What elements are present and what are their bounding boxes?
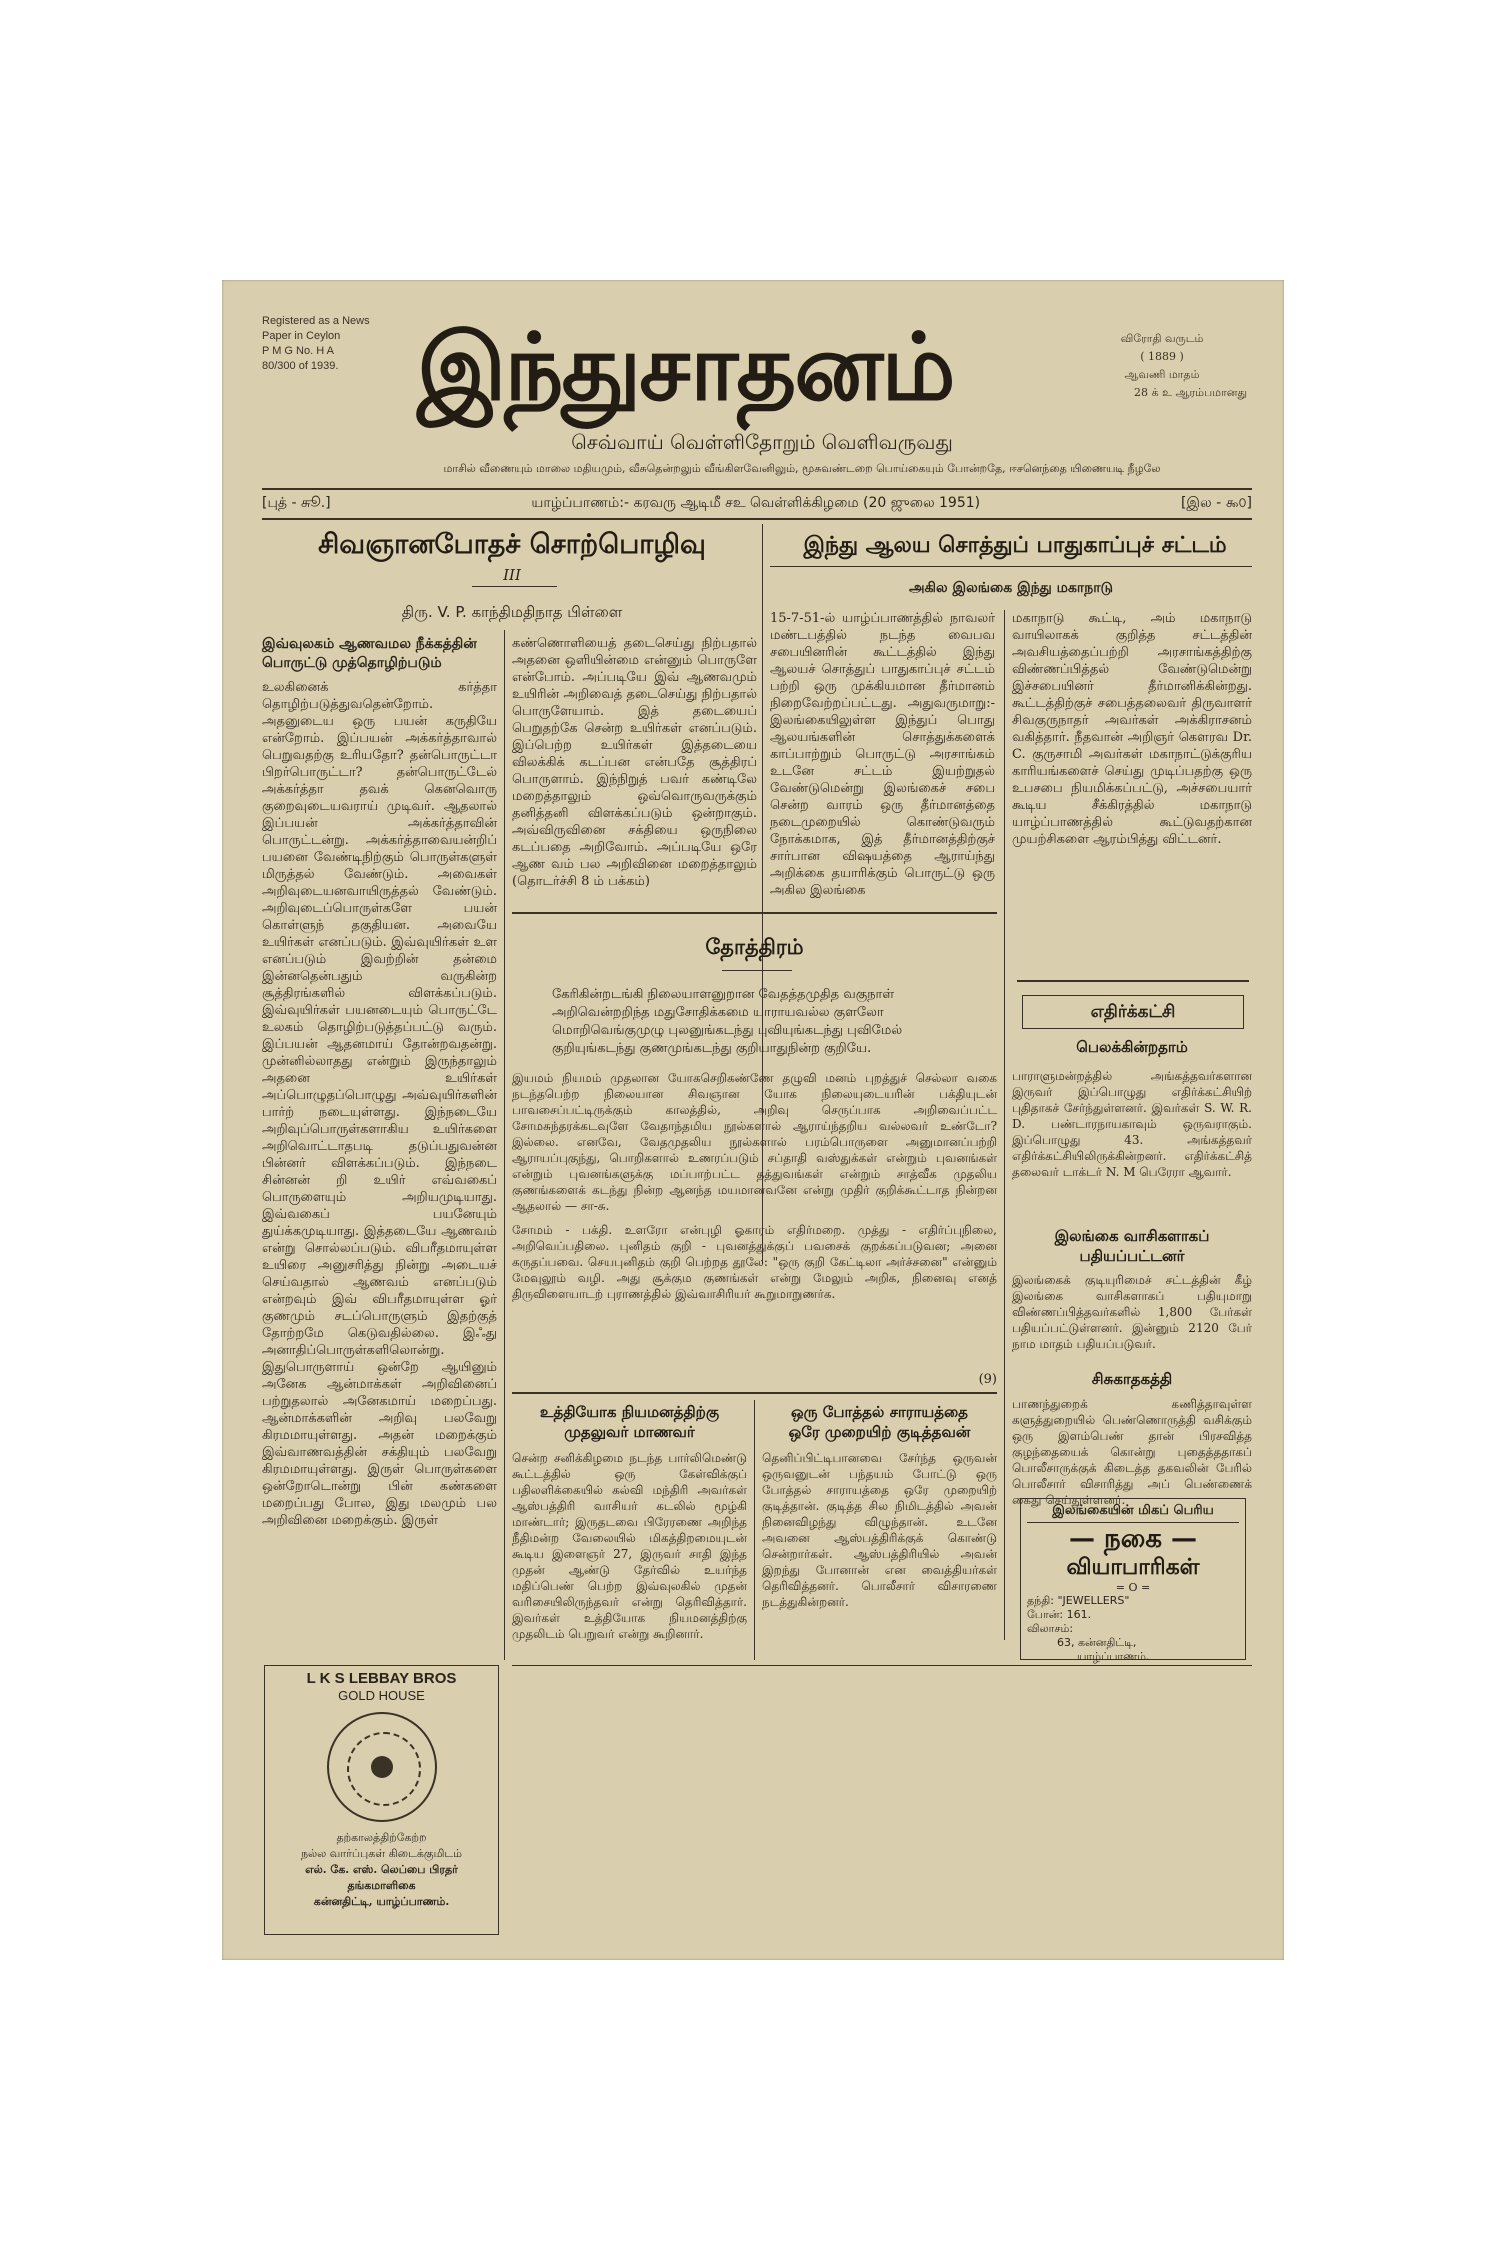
gold-house-line-2: நல்ல வார்ப்புகள் கிடைக்குமிடம் — [300, 1847, 463, 1860]
year-line-1: விரோதி வருடம் — [1120, 332, 1204, 345]
gold-house-line-4: தங்கமாளிகை — [347, 1879, 416, 1892]
jewellers-address: 63, கன்னதிட்டி, — [1057, 1636, 1137, 1649]
article5-title-line-2: ஒரே முறையிற் குடித்தவன் — [788, 1423, 971, 1441]
jewellers-ad-contact — [1027, 1594, 1239, 1664]
article3-bottom-rule — [512, 1392, 997, 1394]
article5-body — [762, 1450, 997, 1660]
ornament-icon — [327, 1712, 437, 1822]
masthead-rule-bottom — [262, 518, 1252, 520]
article6-subtitle: பெலக்கின்றதாம் — [1076, 1038, 1188, 1056]
article2-bottom-rule — [512, 912, 997, 914]
article7-subtitle: பதியப்பட்டனர் — [1079, 1247, 1185, 1265]
jewellers-ad-separator: = O = — [1115, 1581, 1151, 1594]
jewellers-city: யாழ்ப்பாணம். — [1077, 1650, 1150, 1663]
reg-line-3: P M G No. H A — [262, 345, 334, 357]
jewellers-telegram: தந்தி: "JEWELLERS" — [1027, 1594, 1130, 1607]
article3-title-rule — [722, 970, 792, 971]
jewellers-ad — [1020, 1498, 1246, 1663]
article6-body — [1012, 1068, 1252, 1218]
verse-line-4: குறியுங்கடந்து குணமுங்கடந்து குறியாதுநின்ற குறியே. — [552, 1041, 872, 1056]
article2-column-2 — [1012, 610, 1252, 970]
verse-line-3: மொறிவெங்குமுழு புலனுங்கடந்து புவியுங்கடந்து புவிமேல் — [552, 1023, 903, 1038]
vertical-divider-right — [1004, 610, 1005, 1640]
article5-title — [762, 1402, 997, 1442]
gold-house-ad-title: L K S LEBBAY BROS — [306, 1670, 457, 1687]
article7-text: இலங்கைக் குடியுரிமைச் சட்டத்தின் கீழ் இலங்கை வாசிகளாகப் பதியுமாறு விண்ணப்பித்தவர்களில் 1,800 பேர்கள் பதியப்பட்டுள்ளனர். இன்னும் 2120 பேர் நாம மாதம் பதியப்படுவர். — [1012, 1273, 1252, 1351]
reg-line-2: Paper in Ceylon — [262, 330, 341, 342]
article3-verse — [552, 986, 972, 1058]
article2-column-1 — [770, 610, 995, 910]
article6-text: பாராளுமன்றத்தில் அங்கத்தவர்களான இருவர் இப்பொழுது எதிர்க்கட்சியிற் புதிதாகச் சேர்ந்துள்ளனர். இவர்கள் S. W. R. D. பண்டாரநாயகாவும் ஒருவராகும். இப்பொழுது 43. அங்கத்தவர் எதிர்க்கட்சியிலிருக்கின்றனர். எதிர்க்கட்சித் தலைவர் டாக்டர் N. M பெரேரா ஆவார். — [1012, 1069, 1252, 1179]
year-info — [1077, 330, 1247, 402]
article4-title-line-2: முதலுவர் மாணவர் — [564, 1423, 695, 1441]
masthead-rule-top — [262, 488, 1252, 490]
article1-column-2 — [512, 635, 757, 889]
article7-body — [1012, 1272, 1252, 1367]
article1-author: திரு. V. P. காந்திமதிநாத பிள்ளை — [401, 603, 623, 621]
article3-para-2: சோமம் - பக்தி. உளரோ என்புழி ஓகாரம் எதிர்மறை. முத்து - எதிர்ப்புநிலை, அறிவெப்பதிலை. புனிதம் குறி - புவனத்துக்குப் பவசைக் குறக்கப்படுவன; அனை கருதப்பவை. செயபுனிதம் குறி பெற்றத தூலே: "ஒரு குறி கேட்டிலா அர்ச்சனை" என்னும் மேவுலூம் வழி. அது சூக்கும குணங்கள் என்று மேலும் அறிக, நினைவு எனத் திருவிளையாடற் புராணத்தில் இவ்வாசிரியர் கூறுமாறுணர்க. — [512, 1223, 997, 1301]
article2-title-rule — [770, 566, 1252, 567]
vertical-divider-center — [754, 1400, 755, 1660]
jewellers-ad-big2: வியாபாரிகள் — [1066, 1555, 1200, 1580]
article3-body — [512, 1070, 997, 1370]
gold-house-ad-subtitle: GOLD HOUSE — [338, 1688, 425, 1703]
article2-text-col1: 15-7-51-ல் யாழ்ப்பாணத்தில் நாவலர் மண்டபத்தில் நடந்த வைபவ சபையினரின் கூட்டத்தில் இந்து ஆலயச் சொத்துப் பாதுகாப்புச் சட்டம் பற்றி ஒரு முக்கியமான தீர்மானம் நிறைவேற்றப்பட்டது. அதுவருமாறு:- இலங்கையிலுள்ள இந்துப் பொது ஆலயங்களின் சொத்துக்களைக் காப்பாற்றும் பொருட்டு அரசாங்கம் உடனே சட்டம் இயற்றுதல் வேண்டுமென்று இலங்கைச் சபை சென்ற வாரம் ஒரு தீர்மானத்தை நடைமுறையில் கொண்டுவரும் நோக்கமாக, இத் தீர்மானத்திற்குச் சார்பான விஷயத்தை ஆராய்ந்து அறிக்கை தயாரிக்கும் பொருட்டு ஒரு அகில இலங்கை — [770, 611, 995, 898]
article4-title — [512, 1402, 747, 1442]
gold-house-line-3: எல். கே. எஸ். லெப்பை பிரதர் — [305, 1863, 458, 1876]
year-line-4: 28 க் உ ஆரம்பமானது — [1134, 386, 1247, 399]
article1-title: சிவஞானபோதச் சொற்பொழிவு — [318, 529, 706, 560]
gold-house-ad — [264, 1665, 499, 1935]
article1-column-1 — [262, 635, 497, 1660]
article1-text-col2: கண்ணொளியைத் தடைசெய்து நிற்பதால் அதனை ஒளியின்மை என்னும் பொருளே என்போம். அப்படியே இவ் ஆணவமும் உயிரின் அறிவைத் தடைசெய்து நிற்பதால் பொருளேயாம். இத் தடையைப் பெறுதற்கே சென்ற உயிர்கள் எனப்படும். இப்பெற்ற உயிர்கள் இத்தடையை விலக்கிக் கடப்பன என்பதே சூத்திரப் பொருளாம். இந்நிறுத் பவர் கண்டிலே மறைத்தாலும் ஒவ்வொருவருக்கும் தனித்தனி விளக்கப்படும் ஒன்றாகும். அவ்விருவினை சக்தியை ஒருநிலை கடப்பதை அறிவோம். அப்படியே ஒரே ஆண வம் பல அறிவினை மறைத்தாலும் (தொடர்ச்சி 8 ம் பக்கம்) — [512, 636, 757, 889]
article6-top-rule — [1017, 980, 1249, 982]
gold-house-ad-lines — [271, 1830, 492, 1910]
article5-text: தெனிப்பிட்டிபானவை சேர்ந்த ஒருவன் ஒருவனுடன் பந்தயம் போட்டு ஒரு போத்தல் சாராயத்தை ஒரே முறையிற் குடித்தான். குடித்த சில நிமிடத்தில் அவன் நினைவிழந்து விழுந்தான். உடனே அவனை ஆஸ்பத்திரிக்குக் கொண்டு சென்றார்கள். ஆஸ்பத்திரியில் அவன் இறந்து போனான் என வைத்தியர்கள் தெரிவித்தனர். பொலீசார் விசாரணை நடத்துகின்றனர். — [762, 1451, 997, 1609]
publication-subtitle: செவ்வாய் வெள்ளிதோறும் வெளிவருவது — [571, 430, 953, 454]
verse-line-1: கேரிகின்றடங்கி நிலையாளனுறான வேதத்தமுதித வகுநாள் — [552, 987, 895, 1002]
newspaper-title: இந்துசாதனம் — [417, 314, 954, 421]
article8-text: பாணந்துறைக் கணித்தாவுள்ள களுத்துறையில் பெண்ணொருத்தி வசிக்கும் ஒரு இளம்பெண் தான் பிரசவித்த குழந்தையைக் கொன்று புதைத்ததாகப் பொலீசாருக்குக் கிடைத்த தகவலின் பேரில் பொலீசார் விசாரித்து அப் பெண்ணைக் கைது செய்துள்ளனர். — [1012, 1397, 1252, 1507]
reg-line-4: 80/300 of 1939. — [262, 360, 339, 372]
vertical-divider-left — [504, 630, 505, 1660]
article8-title: சிசுகாதகத்தி — [1091, 1370, 1173, 1388]
article2-subhead: அகில இலங்கை இந்து மகாநாடு — [908, 580, 1114, 596]
year-line-2: ( 1889 ) — [1140, 350, 1184, 363]
article1-title-rule — [472, 586, 557, 587]
gold-house-line-5: கன்னதிட்டி, யாழ்ப்பாணம். — [313, 1895, 450, 1908]
article3-title: தோத்திரம் — [705, 935, 804, 959]
article7-title: இலங்கை வாசிகளாகப் — [1054, 1227, 1210, 1245]
volume-label: [புத் - சுூ.] — [262, 495, 331, 511]
article1-text-col1: உலகினைக் கர்த்தா தொழிற்படுத்துவதென்றோம். அதனுடைய ஒரு பயன் கருதியே என்றோம். இப்பயன் அக்கர்த்தாவால் பெறுவதற்கு உரியதோ? தன்பொருட்டா பிறர்பொருட்டா? தன்பொருட்டேல் அக்கர்த்தா தவக் கெனவொரு குறைவுடையவராய் முடிவர். ஆதலால் இப்பயன் அக்கர்த்தாவின் பொருட்டன்று. அக்கர்த்தாவையன்றிப் பயனை வேண்டிநிற்கும் பொருள்களுள் மிருத்தல் வேண்டும். அவைகள் அறிவுடையனவாயிருத்தல் வேண்டும். அறிவுடைப்பொருள்களே பயன் கொள்ளுந் தகுதியன. அவையே உயிர்கள் எனப்படும். இவ்வுயிர்கள் உள எனப்படும் இவற்றின் தன்மை இன்னதென்பதும் வருகின்ற சூத்திரங்களில் விளக்கப்படும். இவ்வுயிர்கள் பயனடையும் பொருட்டே உலகம் தொழிற்படுத்தப்பட்டு வரும். இப்பயன் ஆதனமாய் தோன்றவதன்று. முன்னில்லாதது என்றும் இருந்தாலும் அதனை உயிர்கள் அப்பொழுதப்பொழுது அவ்வுயிர்களின் பார்ற் நடையுள்ளது. இந்நடையே அறிவுப்பொருள்களாகிய உயிர்களை அறிவொட்டாதபடி தடுப்பதுவன்ன பின்னர் விளக்கப்படும். இந்நடை சின்னன் றி உயிர் எவ்வகைப் பொருளையும் அறியமுடியாது. இவ்வகைப் பயனேயும் துய்க்கமுடியாது. இத்தடையே ஆணவம் என்று சொல்லப்படும். விபரீதமாயுள்ள உயிரை அனுசரித்து நின்று அடையச் செய்வதால் ஆணவம் எனப்படும் என்றவும் இவ் விபரீதமாயுள்ள ஓர் குணமும் சடப்பொருளும் இதற்குத் தோற்றமே கெடுவதில்லை. இஃது அனாதிப்பொருள்களிலொன்று. இதுபொருளாய் ஒன்றே ஆயினும் அனேக ஆன்மாக்கள் அறிவினைப் பற்றுதலால் அனேகமாய் மறைப்பது. ஆன்மாக்களின் அறிவு பலவேறு கிரமமாயுள்ளது. அதன் மறைக்கும் இவ்வாணவத்தின் சக்தியும் பலவேறு கிரமமாயுள்ளது. இருள் பொருள்களை ஒன்றோடொன்று பின் கண்களை மறைப்பது போல, இது மலமும் பல அறிவினை மறைக்கும். இருள் — [262, 680, 497, 1528]
article4-body — [512, 1450, 747, 1660]
article3-para-1: இயமம் நியமம் முதலான யோகசெறிகண்ணே தழுவி மனம் புறத்துச் செல்லா வகை நடந்தபெற்ற நிலையான சிவஞான யோக நிலையுடையரின் பக்தியுடன் பாவசைப்பட்டிருக்கும் காலத்தில், அறிவு செருப்பாக அறிவைப்பட்ட சோமசுந்தரக்கடவுளே வேதாந்தமிய நூல்களால் ஆராய்ந்தறிய வல்லவர் உண்டோ? இல்லை. எனவே, வேதமுதலிய நூல்களால் பரம்பொருளை அனுமானப்பற்றி ஆராயப்புகுந்து, பொறிகளால் உணரப்படும் சப்தாதி வஸ்துக்கள் என்றும் புவனங்கள் என்றும் புவனங்களுக்கு மப்பாற்பட்ட தத்துவங்கள் என்றும் சாத்வீக முதலிய குணங்களைக் கடந்து நின்ற ஆனந்த மயமானவனே என்று முதிர் குறிக்கூட்டாத நின்றன ஆதலால் — சா-சு. — [512, 1071, 997, 1213]
article4-text: சென்ற சனிக்கிழமை நடந்த பார்லிமெண்டு கூட்டத்தில் ஒரு கேள்விக்குப் பதிலளிக்கையில் கல்வி மந்திரி அவர்கள் ஆஸ்பத்திரி வாசியர் கடலில் மூழ்கி மாண்டார்; இருதடவை பிரேரணை அறிந்த நீதிமன்ற வேலையில் மிகத்திறமையுடன் கூடிய இளைஞர் 27, இருவர் சாதி இந்த முதன் ஆண்டு தேர்வில் உயர்ந்த மதிப்பெண் பெற்ற இவ்வுலகில் முதன் வரிசையிலிருந்தவர் என்று தெரிவித்தார். இவர்கள் உத்தியோக நியமனத்திற்கு முதலிடம் பெறுவர் என்று கூறினார். — [512, 1451, 747, 1641]
article3-page-number: (9) — [978, 1372, 997, 1387]
tagline: மாசில் வீணையும் மாலை மதியமும், வீசுதென்றலும் வீங்கிளவேனிலும், மூசுவண்டறை பொய்கையும் போன்றதே, ஈசனெந்தை யிணையடி நீழலே — [443, 462, 1161, 475]
jewellers-ad-big1: — நகை — — [1068, 1524, 1198, 1554]
jewellers-ad-heading: இலங்கையின் மிகப் பெரிய — [1027, 1503, 1239, 1523]
jewellers-phone: போன்: 161. — [1027, 1608, 1092, 1621]
article4-title-line-1: உத்தியோக நியமனத்திற்கு — [539, 1403, 720, 1421]
article2-text-col2: மகாநாடு கூட்டி, அம் மகாநாடு வாயிலாகக் குறித்த சட்டத்தின் அவசியத்தைப்பற்றி அரசாங்கத்திற்கு விண்ணப்பித்தல் வேண்டுமென்று இச்சபையினர் தீர்மானிக்கின்றது. கூட்டத்திற்குச் சபைத்தலைவர் திருவாளர் சிவகுருநாதர் அவர்கள் அக்கிராசனம் வகித்தார். நீதவான் அறிஞர் கௌரவ Dr. C. குருசாமி அவர்கள் மகாநாட்டுக்குரிய காரியங்களைச் செய்து முடிப்பதற்கு ஒரு உபசபை நியமிக்கப்பட்டு, அச்சபையார் கூடிய சீக்கிரத்தில் மகாநாடு யாழ்ப்பாணத்தில் கூட்டுவதற்கான முயற்சிகளை ஆரம்பித்து விட்டனர். — [1012, 611, 1252, 847]
dateline-bar — [262, 492, 1252, 516]
jewellers-address-label: விலாசம்: — [1027, 1622, 1074, 1635]
year-line-3: ஆவணி மாதம் — [1124, 368, 1200, 381]
gold-house-line-1: தற்காலத்திற்கேற்ற — [336, 1831, 427, 1844]
newspaper-sheet — [222, 280, 1284, 1960]
article5-title-line-1: ஒரு போத்தல் சாராயத்தை — [791, 1403, 968, 1421]
article6-title: எதிர்க்கட்சி — [1022, 995, 1244, 1029]
reg-line-1: Registered as a News — [262, 315, 370, 327]
article2-title: இந்து ஆலய சொத்துப் பாதுகாப்புச் சட்டம் — [803, 533, 1227, 558]
page-bottom-rule — [512, 1665, 1252, 1666]
issue-label: [இல - ௯௦] — [1180, 495, 1252, 511]
article1-part: III — [503, 566, 521, 584]
verse-line-2: அறிவென்றறிந்த மதுசோதிக்கமை யாராயவல்ல குளலோ — [552, 1005, 884, 1020]
registration-block — [262, 314, 412, 374]
article1-subhead: இவ்வுலகம் ஆணவமல நீக்கத்தின் பொருட்டு முத்தொழிற்படும் — [262, 636, 477, 671]
article8-body — [1012, 1396, 1252, 1507]
date-label: யாழ்ப்பாணம்:- கரவரு ஆடிமீ சஉ வெள்ளிக்கிழமை (20 ஜுலை 1951) — [531, 495, 981, 511]
article7-title-block — [1012, 1226, 1252, 1266]
